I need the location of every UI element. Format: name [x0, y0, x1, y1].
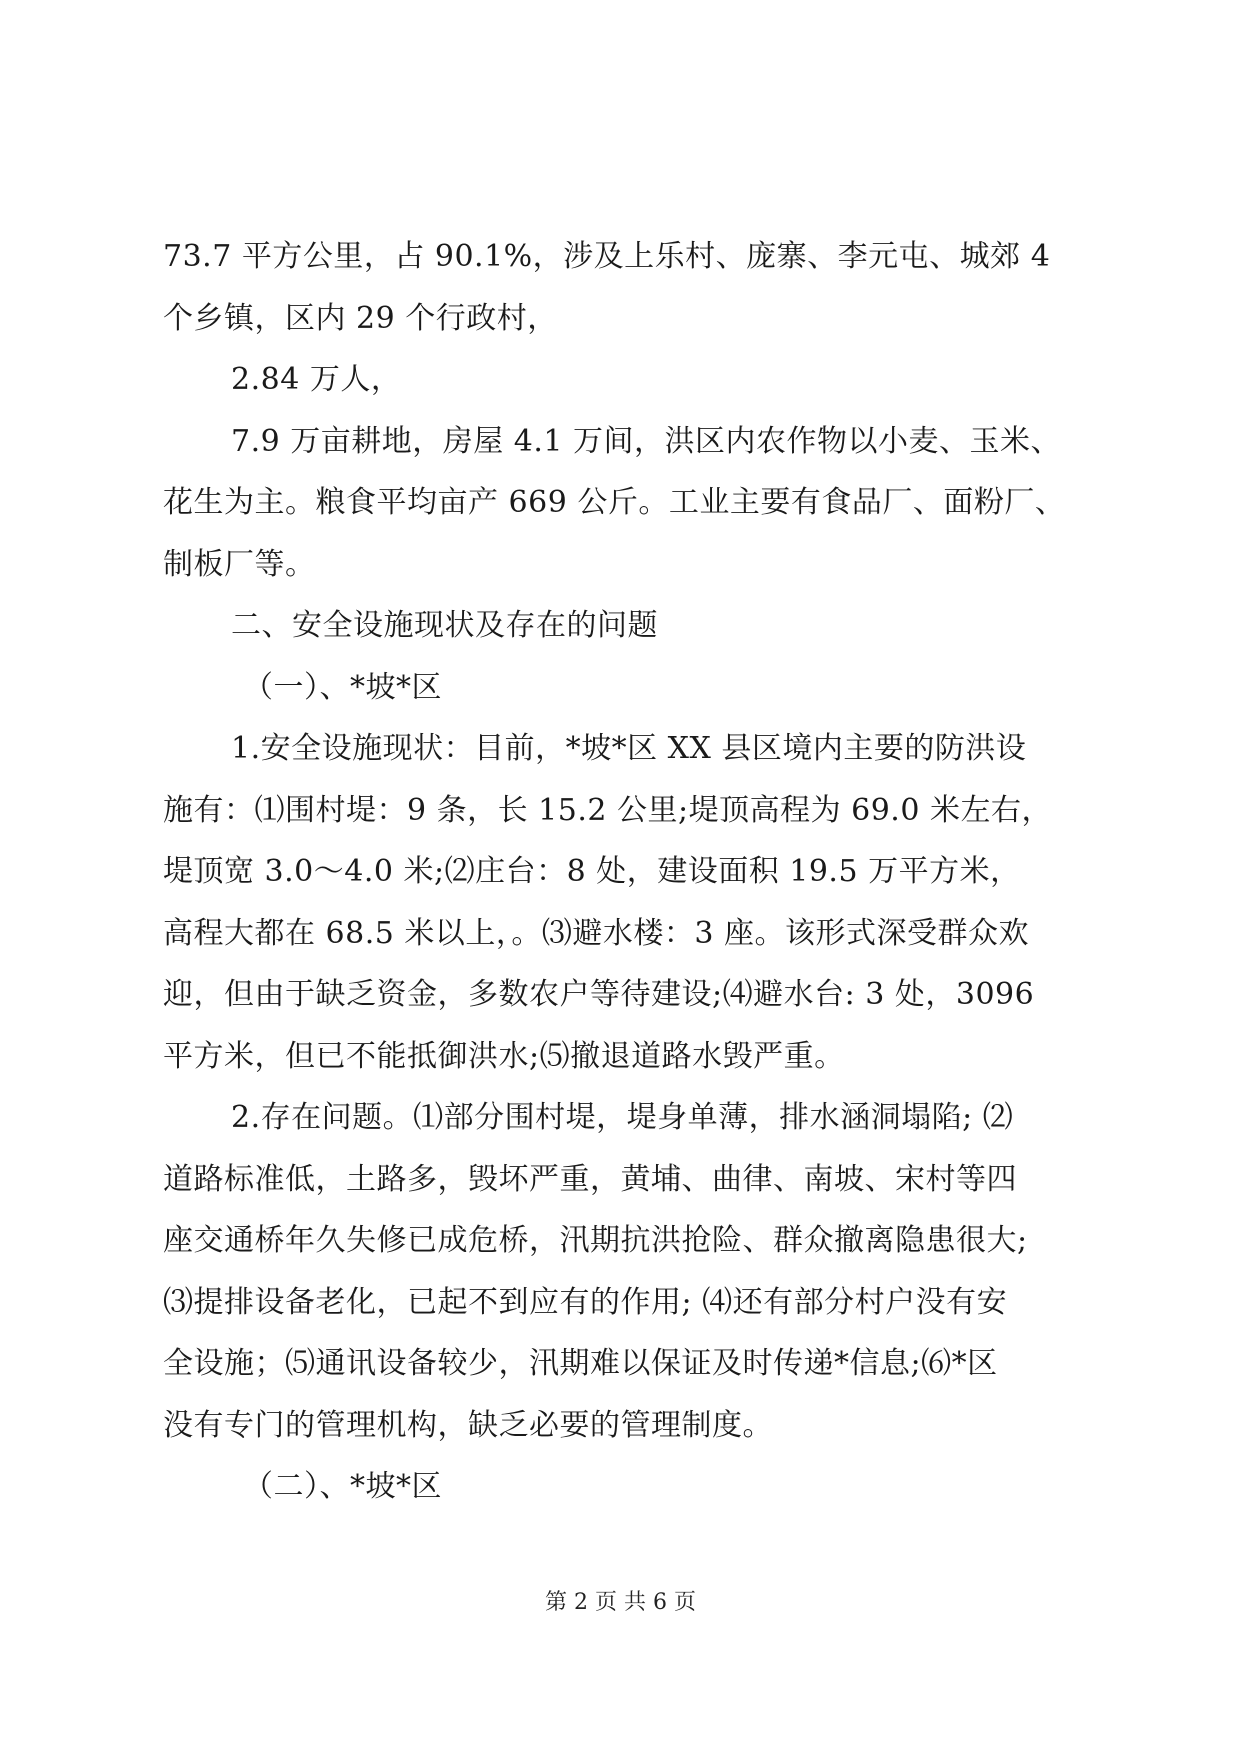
text-line: ⑶提排设备老化，已起不到应有的作用; ⑷还有部分村户没有安 [163, 1284, 1008, 1320]
text-line: 7.9 万亩耕地，房屋 4.1 万间，洪区内农作物以小麦、玉米、 [231, 423, 1062, 459]
text-line: 1.安全设施现状：目前，*坡*区 XX 县区境内主要的防洪设 [231, 731, 1027, 766]
text-line: 制板厂等。 [163, 546, 316, 582]
text-line: 花生为主。粮食平均亩产 669 公斤。工业主要有食品厂、面粉厂、 [163, 485, 1066, 520]
subsection-heading [163, 657, 1087, 719]
paragraph [163, 1087, 1087, 1456]
paragraph [163, 349, 1087, 411]
text-line: 施有：⑴围村堤：9 条，长 15.2 公里;堤顶高程为 69.0 米左右， [163, 792, 1052, 828]
text-line: 二、安全设施现状及存在的问题 [231, 608, 658, 643]
text-line: （一）、*坡*区 [243, 669, 442, 705]
text-line: 73.7 平方公里，占 90.1%，涉及上乐村、庞寨、李元屯、城郊 4 [163, 239, 1051, 274]
subsection-heading [163, 1456, 1087, 1518]
text-line: 迎，但由于缺乏资金，多数农户等待建设;⑷避水台: 3 处，3096 [163, 977, 1035, 1012]
document-body [163, 226, 1087, 1518]
text-line: 全设施；⑸通讯设备较少，汛期难以保证及时传递*信息;⑹*区 [163, 1346, 998, 1381]
paragraph [163, 718, 1087, 1087]
paragraph [163, 226, 1087, 349]
text-line: 座交通桥年久失修已成危桥，汛期抗洪抢险、群众撤离隐患很大; [163, 1223, 1028, 1258]
paragraph [163, 411, 1087, 596]
text-line: （二）、*坡*区 [243, 1469, 442, 1504]
page-number: 第 2 页 共 6 页 [545, 1590, 696, 1615]
text-line: 没有专门的管理机构，缺乏必要的管理制度。 [163, 1407, 773, 1443]
text-line: 高程大都在 68.5 米以上，。⑶避水楼：3 座。该形式深受群众欢 [163, 915, 1029, 951]
text-line: 堤顶宽 3.0～4.0 米;⑵庄台：8 处，建设面积 19.5 万平方米， [163, 854, 1021, 889]
text-line: 2.存在问题。⑴部分围村堤，堤身单薄，排水涵洞塌陷; ⑵ [231, 1100, 1014, 1135]
section-heading [163, 595, 1087, 657]
text-line: 2.84 万人， [231, 362, 402, 397]
text-line: 个乡镇，区内 29 个行政村， [163, 300, 558, 336]
page-footer [0, 1585, 1241, 1616]
text-line: 道路标准低，土路多，毁坏严重，黄埔、曲律、南坡、宋村等四 [163, 1161, 1017, 1197]
text-line: 平方米，但已不能抵御洪水;⑸撤退道路水毁严重。 [163, 1038, 845, 1074]
